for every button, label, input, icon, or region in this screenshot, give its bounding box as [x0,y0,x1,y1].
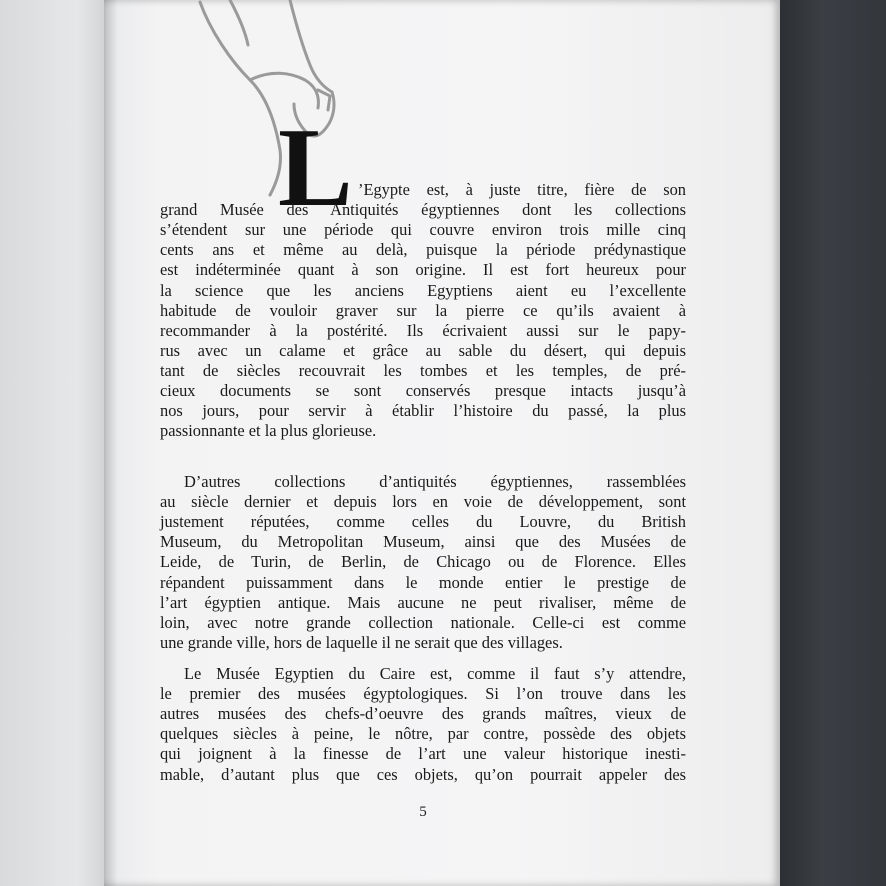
text-line: ’Egypte est, à juste titre, fière de son [358,180,686,199]
text-line: le premier des musées égyptologiques. Si l’on trouve dans les [160,684,686,704]
desk-background [780,0,886,886]
text-line: recommander à la postérité. Ils écrivaient aussi sur le papy- [160,320,686,340]
text-line: rus avec un calame et grâce au sable du désert, qui depuis [160,340,686,360]
text-line: D’autres collections d’antiquités égyptiennes, rassemblées [184,472,686,491]
text-line: mable, d’autant plus que ces objets, qu’on pourrait appeler des [160,764,686,784]
text-line: tant de siècles recouvrait les tombes et les temples, de pré- [160,360,686,380]
text-line: cieux documents se sont conservés presque intacts jusqu’à [160,381,686,400]
text-line: la science que les anciens Egyptiens aient eu l’excellente [160,280,686,300]
text-line: loin, avec notre grande collection nationale. Celle-ci est comme [160,612,686,632]
text-line: grand Musée des Antiquités égyptiennes dont les collections [160,200,686,220]
facing-page [0,0,110,886]
drop-cap-letter: L [278,106,353,230]
text-line: une grande ville, hors de laquelle il ne serait que des villages. [160,632,563,652]
text-line: Museum, du Metropolitan Museum, ainsi que des Musées de [160,532,686,552]
text-line: autres musées des chefs-d’oeuvre des grands maîtres, vieux de [160,704,686,724]
text-line: cents ans et même au delà, puisque la période prédynastique [160,240,686,260]
text-line: Le Musée Egyptien du Caire est, comme il faut s’y attendre, [184,664,686,683]
text-line: passionnante et la plus glorieuse. [160,421,377,441]
text-line: qui joignent à la finesse de l’art une valeur historique inesti- [160,744,686,764]
text-line: répandent puissamment dans le monde entier le prestige de [160,572,686,592]
text-line: est indéterminée quant à son origine. Il est fort heureux pour [160,260,686,280]
text-line: justement réputées, comme celles du Louvre, du British [160,512,686,532]
text-line: Leide, de Turin, de Berlin, de Chicago ou de Florence. Elles [160,552,686,572]
text-line: au siècle dernier et depuis lors en voie de développement, sont [160,492,686,512]
text-line: habitude de vouloir graver sur la pierre ce qu’ils avaient à [160,300,686,320]
page-number: 5 [419,804,427,820]
text-line: quelques siècles à peine, le nôtre, par contre, possède des objets [160,724,686,744]
text-line: l’art égyptien antique. Mais aucune ne peut rivaliser, même de [160,592,686,612]
gutter-shadow [104,0,118,886]
text-line: nos jours, pour servir à établir l’histoire du passé, la plus [160,401,686,421]
text-line: s’étendent sur une période qui couvre environ trois mille cinq [160,220,686,240]
